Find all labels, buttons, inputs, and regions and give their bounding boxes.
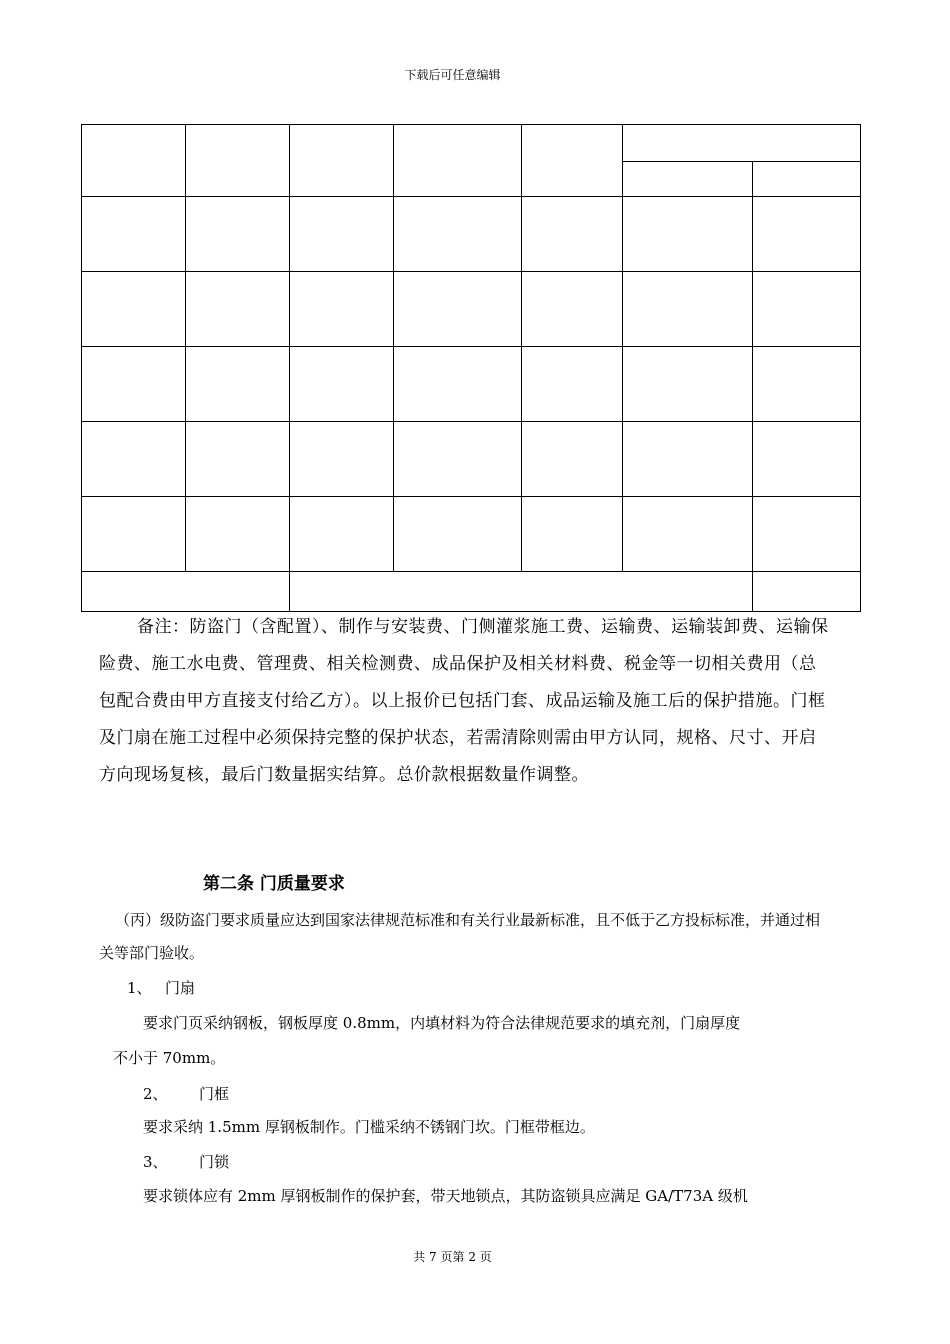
table-cell: [186, 347, 290, 422]
table-cell: [290, 272, 394, 347]
table-cell: [82, 125, 186, 197]
table-cell: [623, 497, 753, 572]
table-cell: [186, 197, 290, 272]
remark-paragraph: 备注：防盗门（含配置）、制作与安装费、门侧灌浆施工费、运输费、运输装卸费、运输保险费、施工水电费、管理费、相关检测费、成品保护及相关材料费、税金等一切相关费用（总包配合费由甲方直接支付给乙方）。以上报价已包括门套、成品运输及施工后的保护措施。门框及门扇在施工过程中必须保持完整的保护状态，若需清除则需由甲方认同，规格、尺寸、开启方向现场复核，最后门数量据实结算。总价款根据数量作调整。: [99, 617, 829, 785]
table-header-row: [82, 125, 861, 162]
table-cell: [522, 347, 623, 422]
table-cell: [82, 422, 186, 497]
table-row: [82, 422, 861, 497]
table-cell: [623, 197, 753, 272]
table-row: [82, 347, 861, 422]
item-number: 3、: [143, 1153, 168, 1171]
table-cell: [522, 272, 623, 347]
item-description: 不小于 70mm。: [113, 1049, 226, 1067]
page-footer: 共 7 页第 2 页: [413, 1250, 492, 1264]
table-cell: [623, 125, 861, 162]
item-description: 要求锁体应有 2mm 厚钢板制作的保护套，带天地锁点，其防盗锁具应满足 GA/T73A 级机: [143, 1187, 748, 1205]
table-cell: [290, 347, 394, 422]
table-cell: [290, 197, 394, 272]
table-cell: [186, 497, 290, 572]
item-label: 门锁: [199, 1153, 230, 1171]
table-cell: [623, 347, 753, 422]
table-cell: [186, 422, 290, 497]
table-cell: [394, 497, 522, 572]
table-row: [82, 272, 861, 347]
table-cell: [290, 497, 394, 572]
table-cell: [82, 497, 186, 572]
table-cell: [186, 272, 290, 347]
table-cell: [753, 422, 861, 497]
table-cell: [522, 497, 623, 572]
table-cell: [394, 422, 522, 497]
table-cell: [394, 272, 522, 347]
item-description: 要求门页采纳钢板，钢板厚度 0.8mm，内填材料为符合法律规范要求的填充剂，门扇厚度: [143, 1014, 741, 1032]
item-label: 门扇: [165, 979, 196, 997]
item-description: 要求采纳 1.5mm 厚钢板制作。门槛采纳不锈钢门坎。门框带框边。: [143, 1118, 595, 1136]
table-cell: [522, 197, 623, 272]
table-cell: [753, 497, 861, 572]
quote-table: [81, 124, 861, 612]
table-cell: [290, 572, 753, 612]
section-title: 第二条 门质量要求: [203, 874, 345, 894]
table-row: [82, 197, 861, 272]
table-cell: [753, 272, 861, 347]
table-cell: [623, 422, 753, 497]
table-cell: [394, 347, 522, 422]
table-cell: [522, 422, 623, 497]
intro-paragraph: （丙）级防盗门要求质量应达到国家法律规范标准和有关行业最新标准，且不低于乙方投标标准，并通过相关等部门验收。: [99, 911, 821, 962]
table-cell: [753, 572, 861, 612]
table-cell: [290, 125, 394, 197]
table-cell: [290, 422, 394, 497]
table-total-row: [82, 572, 861, 612]
page-header: 下载后可任意编辑: [404, 68, 501, 82]
table-cell: [394, 197, 522, 272]
item-number: 1、: [127, 979, 152, 997]
table-cell: [82, 197, 186, 272]
table-cell: [623, 162, 753, 197]
table-cell: [623, 272, 753, 347]
table-row: [82, 497, 861, 572]
table-cell: [753, 162, 861, 197]
table-cell: [394, 125, 522, 197]
table-cell: [82, 272, 186, 347]
table-cell: [82, 572, 290, 612]
item-number: 2、: [143, 1085, 168, 1103]
table-cell: [753, 347, 861, 422]
table-cell: [753, 197, 861, 272]
table-cell: [522, 125, 623, 197]
item-label: 门框: [199, 1085, 230, 1103]
table-cell: [82, 347, 186, 422]
table-cell: [186, 125, 290, 197]
